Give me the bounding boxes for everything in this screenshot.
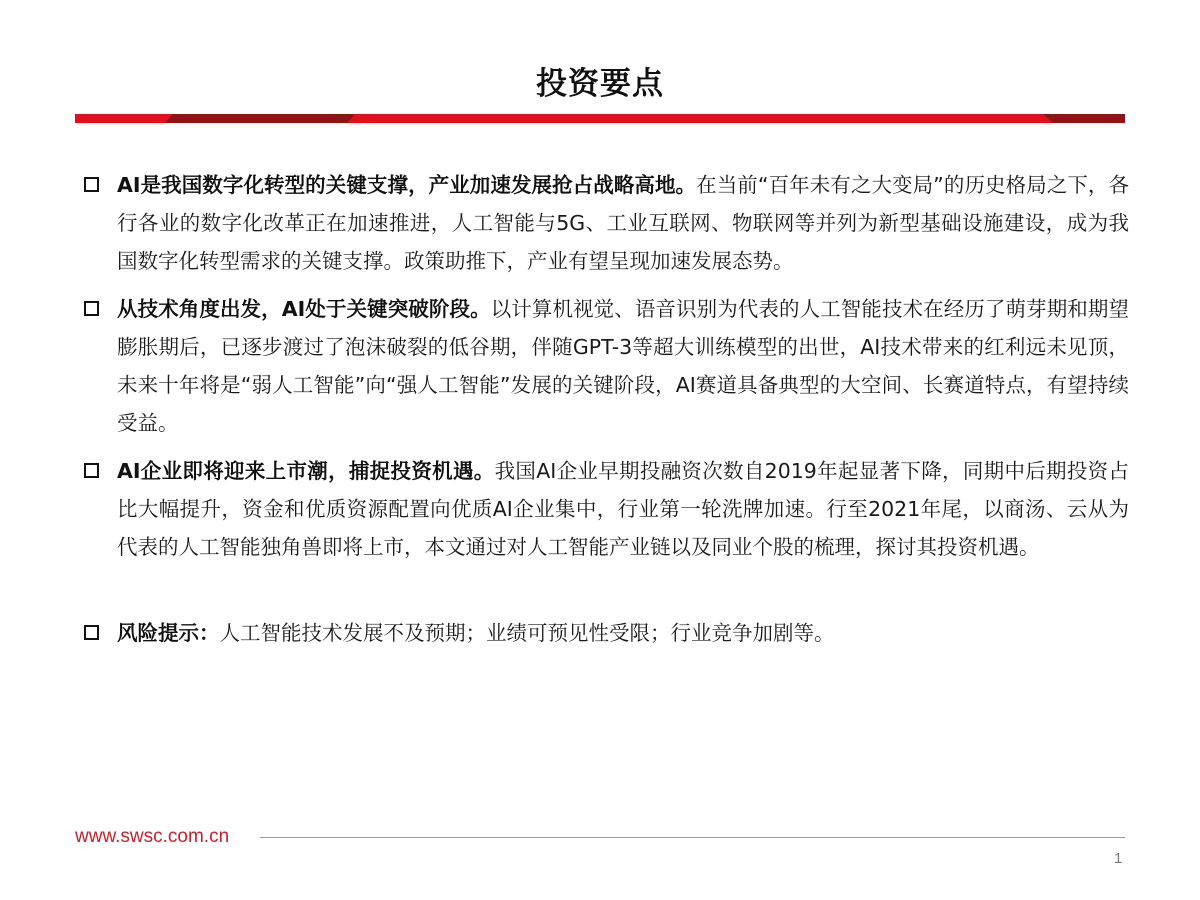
page-title: 投资要点 (536, 66, 664, 102)
key-point-body: 我国AI企业早期投融资次数自2019年起显著下降，同期中后期投资占比大幅提升，资金和优质资源配置向优质AI企业集中，行业第一轮洗牌加速。行至2021年尾，以商汤、云从为代表的人工智能独角兽即将上市，本文通过对人工智能产业链以及同业个股的梳理，探讨其投资机遇。 (117, 459, 1129, 559)
key-point-lead: AI是我国数字化转型的关键支撑，产业加速发展抢占战略高地。 (117, 173, 697, 197)
divider-dark-segment-left (165, 114, 355, 123)
key-point-ai-ipo-wave (84, 452, 1129, 566)
risk-warning-lead: 风险提示： (117, 621, 220, 645)
page-number: 1 (1114, 850, 1123, 867)
key-points-list (84, 166, 1129, 652)
footer-divider (260, 837, 1125, 838)
square-bullet-icon (84, 625, 99, 640)
square-bullet-icon (84, 463, 99, 478)
risk-warning-body: 人工智能技术发展不及预期；业绩可预见性受限；行业竞争加剧等。 (219, 621, 835, 645)
square-bullet-icon (84, 301, 99, 316)
key-point-ai-breakthrough-stage (84, 290, 1129, 442)
key-point-body: 以计算机视觉、语音识别为代表的人工智能技术在经历了萌芽期和期望膨胀期后，已逐步渡过了泡沫破裂的低谷期，伴随GPT-3等超大训练模型的出世，AI技术带来的红利远未见顶，未来十年将是“弱人工智能”向“强人工智能”发展的关键阶段，AI赛道具备典型的大空间、长赛道特点，有望持续受益。 (117, 297, 1129, 435)
risk-warning (84, 614, 1129, 652)
key-point-ai-digital-transformation (84, 166, 1129, 280)
key-point-lead: 从技术角度出发，AI处于关键突破阶段。 (117, 297, 491, 321)
square-bullet-icon (84, 177, 99, 192)
footer-website-link[interactable]: www.swsc.com.cn (75, 826, 230, 847)
key-point-body: 在当前“百年未有之大变局”的历史格局之下，各行各业的数字化改革正在加速推进，人工智能与5G、工业互联网、物联网等并列为新型基础设施建设，成为我国数字化转型需求的关键支撑。政策助推下，产业有望呈现加速发展态势。 (117, 173, 1129, 273)
title-divider-bar (75, 114, 1125, 123)
key-point-lead: AI企业即将迎来上市潮，捕捉投资机遇。 (117, 459, 495, 483)
divider-dark-segment-right (1043, 114, 1125, 123)
